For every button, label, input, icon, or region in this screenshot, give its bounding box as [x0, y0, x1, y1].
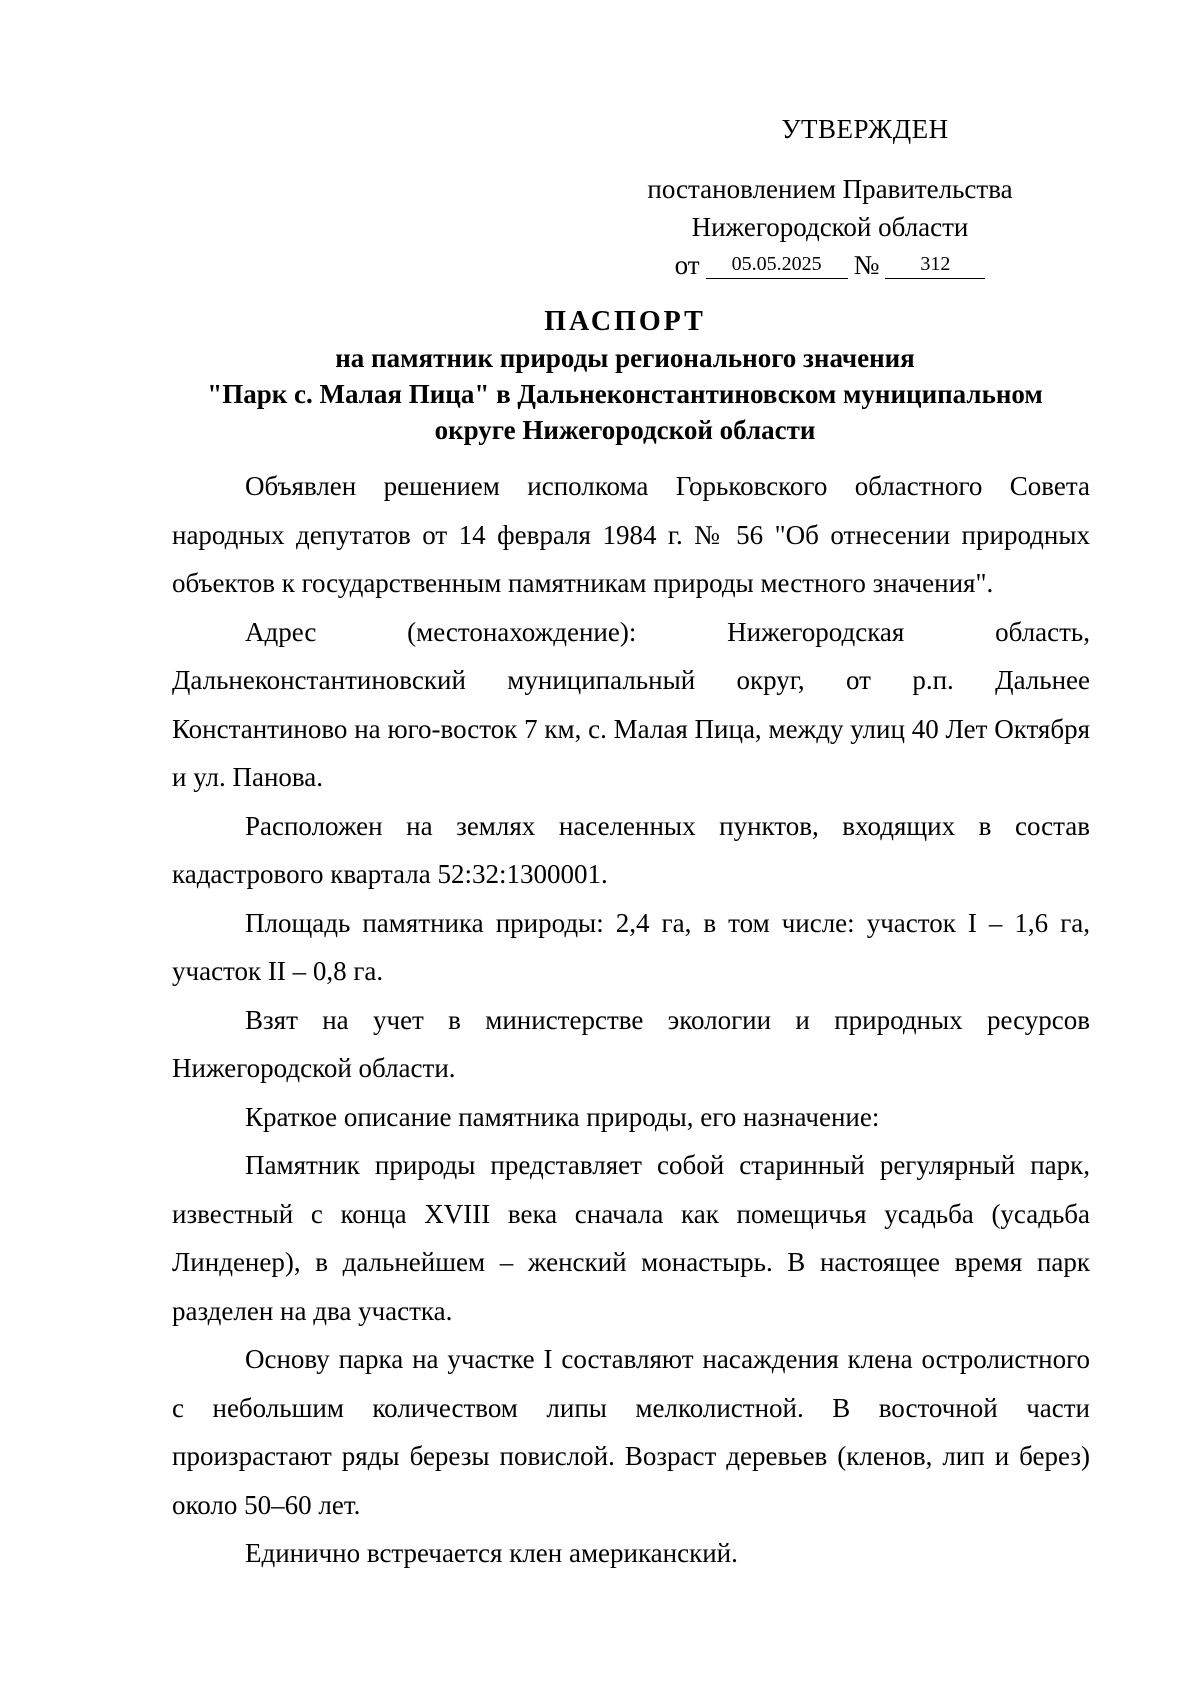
paragraph-description-heading: Краткое описание памятника природы, его назначение: [245, 1101, 880, 1132]
paragraph-maple: Единично встречается клен американский. [245, 1538, 738, 1568]
approval-block [600, 110, 1060, 284]
paragraph-declaration: Объявлен решением исполкома Горьковского областного Совета народных депутатов от 14 февраля 1984 г. № 56 "Об отнесении природных объектов к государственным памятникам природы местного значения". [172, 471, 1090, 598]
paragraph-area: Площадь памятника природы: 2,4 га, в том числе: участок I – 1,6 га, участок II – 0,8 га. [172, 907, 1090, 986]
approval-date: 05.05.2025 [706, 250, 848, 279]
title-line-2: "Парк с. Малая Пица" в Дальнеконстантиновском муниципальном [207, 379, 1043, 409]
approval-line-1: постановлением Правительства [647, 174, 1013, 204]
paragraph-land: Расположен на землях населенных пунктов, входящих в состав кадастрового квартала 52:32:1300001. [172, 810, 1090, 889]
paragraph-description: Памятник природы представляет собой старинный регулярный парк, известный с конца XVIII века сначала как помещичья усадьба (усадьба Линденер), в дальнейшем – женский монастырь. В настоящее время парк разделен на два участка. [172, 1150, 1090, 1326]
approval-number: 312 [885, 250, 985, 279]
title-line-1: на памятник природы регионального значения [335, 343, 915, 373]
paragraph-plot-one: Основу парка на участке I составляют насаждения клена остролистного с небольшим количеством липы мелколистной. В восточной части произрастают ряды березы повислой. Возраст деревьев (кленов, лип и берез) около 50–60 лет. [172, 1344, 1090, 1520]
from-label: от [674, 250, 700, 280]
paragraph-address: Адрес (местонахождение): Нижегородская область, Дальнеконстантиновский муниципальный округ, от р.п. Дальнее Константиново на юго-восток 7 км, с. Малая Пица, между улиц 40 Лет Октября и ул. Панова. [172, 616, 1090, 792]
paragraph-registration: Взят на учет в министерстве экологии и природных ресурсов Нижегородской области. [172, 1004, 1090, 1083]
number-label: № [853, 250, 880, 280]
approved-label: УТВЕРЖДЕН [781, 114, 949, 144]
title-line-3: округе Нижегородской области [434, 415, 816, 445]
approval-line-2: Нижегородской области [691, 212, 969, 242]
document-body [172, 462, 1090, 1578]
document-title [150, 304, 1100, 448]
approval-date-line [600, 246, 1060, 284]
title-main: ПАСПОРТ [544, 306, 706, 337]
